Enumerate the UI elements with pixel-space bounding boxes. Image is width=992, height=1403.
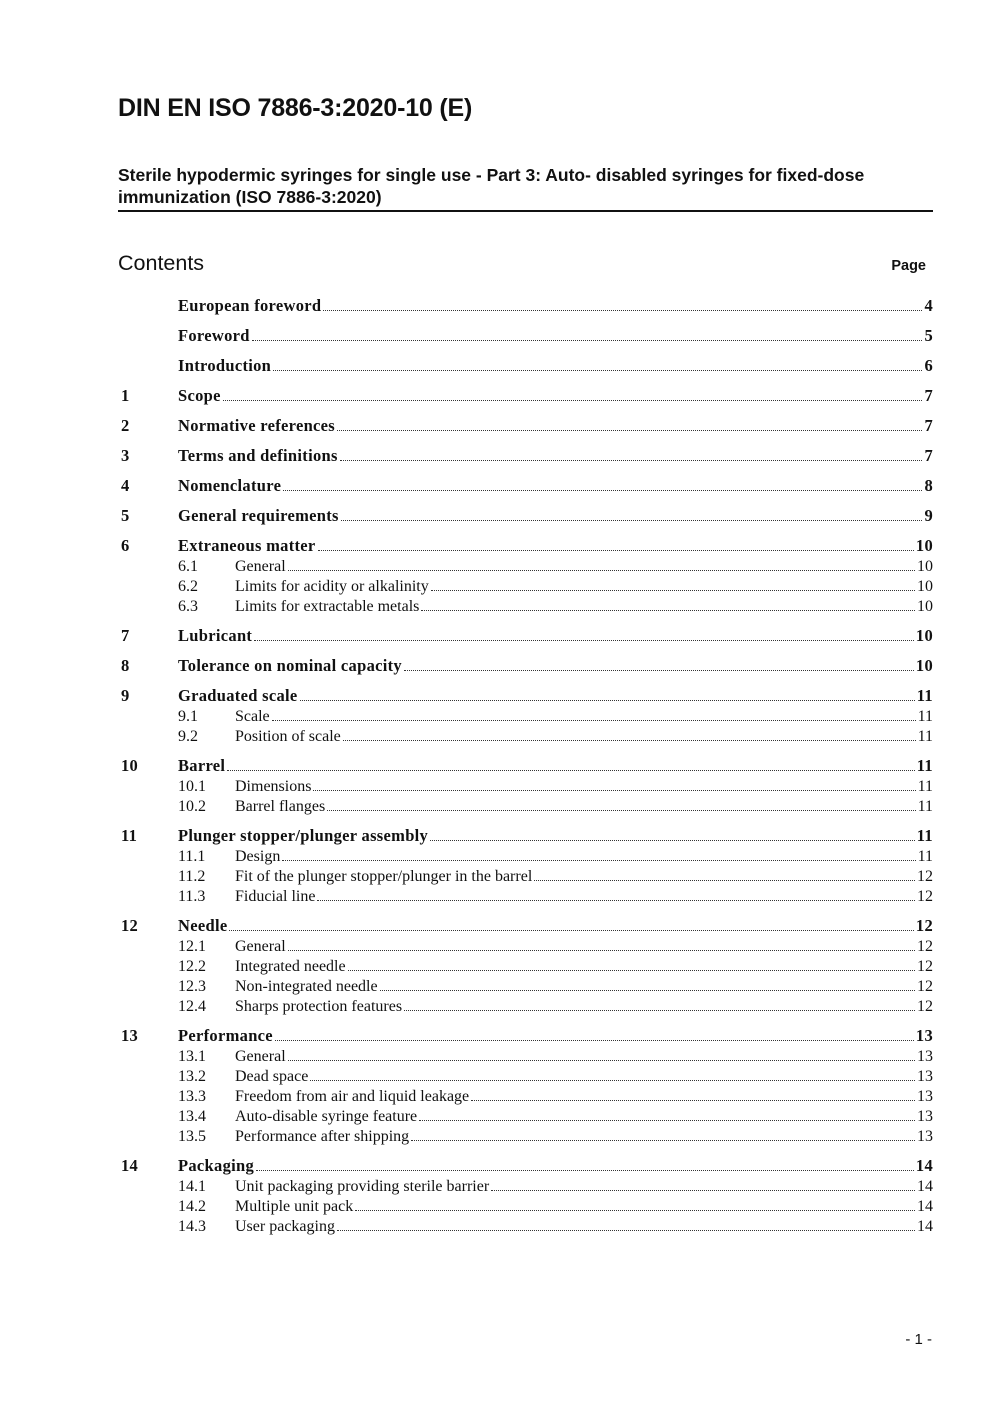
toc-entry-number: 13.2 xyxy=(178,1068,206,1085)
toc-entry-title: General requirements xyxy=(178,506,339,525)
toc-entry[interactable] xyxy=(121,386,933,406)
toc-subentry[interactable] xyxy=(121,706,933,726)
toc-entry-number: 12.4 xyxy=(178,998,206,1015)
toc-entry-number: 13 xyxy=(121,1026,139,1045)
toc-entry-page: 12 xyxy=(917,998,933,1015)
toc-entry-title: Integrated needle xyxy=(235,958,346,975)
toc-leader-dots xyxy=(256,1170,914,1171)
toc-entry[interactable] xyxy=(121,656,933,676)
toc-entry-number: 2 xyxy=(121,416,130,435)
toc-leader-dots xyxy=(288,570,915,571)
toc-entry-title: European foreword xyxy=(178,296,322,315)
toc-entry-page: 11 xyxy=(916,756,933,775)
toc-entry-page: 13 xyxy=(917,1068,933,1085)
toc-entry[interactable] xyxy=(121,916,933,936)
toc-subentry[interactable] xyxy=(121,796,933,816)
toc-subentry[interactable] xyxy=(121,866,933,886)
toc-leader-dots xyxy=(223,400,923,401)
toc-leader-dots xyxy=(534,880,915,881)
toc-entry-number: 11 xyxy=(121,826,138,845)
toc-entry-title: Performance xyxy=(178,1026,273,1045)
toc-leader-dots xyxy=(288,950,915,951)
toc-entry-title: Design xyxy=(235,848,281,865)
toc-leader-dots xyxy=(323,310,922,311)
toc-entry-page: 6 xyxy=(924,356,933,375)
toc-subentry[interactable] xyxy=(121,976,933,996)
toc-leader-dots xyxy=(288,1060,915,1061)
toc-entry-page: 10 xyxy=(917,598,933,615)
toc-leader-dots xyxy=(430,840,915,841)
toc-subentry[interactable] xyxy=(121,886,933,906)
toc-subentry[interactable] xyxy=(121,596,933,616)
toc-entry-title: Plunger stopper/plunger assembly xyxy=(178,826,429,845)
toc-entry-title: Dimensions xyxy=(235,778,312,795)
page-column-label: Page xyxy=(891,258,926,274)
toc-entry-page: 11 xyxy=(916,826,933,845)
toc-entry-number: 4 xyxy=(121,476,130,495)
toc-entry-page: 10 xyxy=(917,578,933,595)
toc-leader-dots xyxy=(404,1010,915,1011)
toc-leader-dots xyxy=(343,740,916,741)
toc-entry-page: 13 xyxy=(917,1088,933,1105)
toc-entry-page: 10 xyxy=(915,656,933,675)
toc-subentry[interactable] xyxy=(121,956,933,976)
toc-subentry[interactable] xyxy=(121,776,933,796)
toc-entry-page: 11 xyxy=(917,778,933,795)
toc-entry-number: 10.2 xyxy=(178,798,206,815)
toc-entry-title: Fit of the plunger stopper/plunger in the barrel xyxy=(235,868,533,885)
page-number: - 1 - xyxy=(905,1331,932,1348)
toc-entry-page: 10 xyxy=(915,536,933,555)
table-of-contents xyxy=(121,296,933,1236)
toc-leader-dots xyxy=(341,520,923,521)
toc-subentry[interactable] xyxy=(121,1086,933,1106)
toc-entry-page: 13 xyxy=(917,1048,933,1065)
toc-entry-title: Sharps protection features xyxy=(235,998,403,1015)
toc-subentry[interactable] xyxy=(121,556,933,576)
toc-subentry[interactable] xyxy=(121,726,933,746)
toc-leader-dots xyxy=(327,810,915,811)
toc-entry-title: Non-integrated needle xyxy=(235,978,378,995)
toc-subentry[interactable] xyxy=(121,1176,933,1196)
toc-entry-title: General xyxy=(235,938,286,955)
toc-subentry[interactable] xyxy=(121,996,933,1016)
toc-entry-number: 6.2 xyxy=(178,578,198,595)
toc-entry-title: Graduated scale xyxy=(178,686,298,705)
toc-entry[interactable] xyxy=(121,756,933,776)
toc-entry-number: 1 xyxy=(121,386,130,405)
toc-entry-number: 7 xyxy=(121,626,130,645)
toc-leader-dots xyxy=(419,1120,915,1121)
toc-leader-dots xyxy=(317,900,915,901)
toc-entry-number: 11.1 xyxy=(178,848,206,865)
toc-entry-number: 11.2 xyxy=(178,868,206,885)
toc-entry[interactable] xyxy=(121,686,933,706)
toc-entry-title: Multiple unit pack xyxy=(235,1198,354,1215)
toc-entry[interactable] xyxy=(121,536,933,556)
toc-entry[interactable] xyxy=(121,826,933,846)
toc-leader-dots xyxy=(491,1190,915,1191)
toc-entry[interactable] xyxy=(121,446,933,466)
toc-entry-title: Auto-disable syringe feature xyxy=(235,1108,418,1125)
toc-leader-dots xyxy=(355,1210,915,1211)
toc-entry-number: 14.1 xyxy=(178,1178,206,1195)
toc-entry-number: 14.2 xyxy=(178,1198,206,1215)
toc-leader-dots xyxy=(275,1040,914,1041)
toc-leader-dots xyxy=(282,860,915,861)
toc-entry-page: 12 xyxy=(917,958,933,975)
toc-entry-page: 4 xyxy=(924,296,933,315)
toc-leader-dots xyxy=(254,640,914,641)
toc-entry-page: 11 xyxy=(917,798,933,815)
toc-entry-number: 14 xyxy=(121,1156,139,1175)
toc-entry-title: Unit packaging providing sterile barrier xyxy=(235,1178,490,1195)
toc-entry-title: Barrel flanges xyxy=(235,798,326,815)
toc-subentry[interactable] xyxy=(121,1196,933,1216)
toc-entry-number: 12.3 xyxy=(178,978,206,995)
toc-subentry[interactable] xyxy=(121,936,933,956)
toc-leader-dots xyxy=(252,340,923,341)
toc-entry-title: Limits for acidity or alkalinity xyxy=(235,578,429,595)
toc-entry-page: 7 xyxy=(924,386,933,405)
toc-entry[interactable] xyxy=(121,326,933,346)
toc-entry-title: Normative references xyxy=(178,416,336,435)
toc-entry-page: 14 xyxy=(917,1218,933,1235)
toc-entry-page: 13 xyxy=(915,1026,933,1045)
toc-entry[interactable] xyxy=(121,1156,933,1176)
toc-leader-dots xyxy=(411,1140,915,1141)
toc-entry-number: 11.3 xyxy=(178,888,206,905)
toc-entry-page: 5 xyxy=(924,326,933,345)
toc-entry-number: 13.4 xyxy=(178,1108,206,1125)
contents-title: Contents xyxy=(118,251,205,275)
toc-entry-title: Lubricant xyxy=(178,626,253,645)
toc-entry-number: 5 xyxy=(121,506,130,525)
toc-entry-number: 9.1 xyxy=(178,708,198,725)
toc-entry-page: 12 xyxy=(915,916,933,935)
toc-leader-dots xyxy=(421,610,915,611)
toc-entry[interactable] xyxy=(121,1026,933,1046)
toc-entry-title: Performance after shipping xyxy=(235,1128,410,1145)
toc-leader-dots xyxy=(337,1230,915,1231)
document-id: DIN EN ISO 7886-3:2020-10 (E) xyxy=(118,94,473,122)
toc-entry-page: 11 xyxy=(917,708,933,725)
toc-subentry[interactable] xyxy=(121,1126,933,1146)
toc-leader-dots xyxy=(348,970,915,971)
toc-leader-dots xyxy=(227,770,914,771)
toc-leader-dots xyxy=(313,790,915,791)
toc-entry-number: 3 xyxy=(121,446,130,465)
toc-leader-dots xyxy=(337,430,922,431)
toc-entry-page: 11 xyxy=(917,848,933,865)
toc-entry-title: Scope xyxy=(178,386,221,405)
toc-entry-page: 9 xyxy=(924,506,933,525)
toc-entry-number: 6 xyxy=(121,536,130,555)
toc-entry-title: Packaging xyxy=(178,1156,255,1175)
toc-entry-page: 10 xyxy=(915,626,933,645)
toc-subentry[interactable] xyxy=(121,846,933,866)
toc-entry-page: 14 xyxy=(915,1156,933,1175)
toc-entry[interactable] xyxy=(121,296,933,316)
toc-leader-dots xyxy=(404,670,914,671)
toc-entry-title: Fiducial line xyxy=(235,888,316,905)
toc-subentry[interactable] xyxy=(121,1216,933,1236)
toc-entry[interactable] xyxy=(121,626,933,646)
toc-entry-page: 12 xyxy=(917,938,933,955)
toc-entry-page: 7 xyxy=(924,416,933,435)
toc-entry-number: 13.1 xyxy=(178,1048,206,1065)
toc-entry-page: 10 xyxy=(917,558,933,575)
toc-entry-number: 12 xyxy=(121,916,139,935)
document-subtitle: Sterile hypodermic syringes for single use - Part 3: Auto- disabled syringes for fixed-dose immunization (ISO 7886-3:2020) xyxy=(118,164,933,212)
toc-entry-title: User packaging xyxy=(235,1218,335,1235)
toc-entry-title: Scale xyxy=(235,708,270,725)
toc-entry[interactable] xyxy=(121,416,933,436)
toc-entry-title: Terms and definitions xyxy=(178,446,338,465)
toc-entry-page: 14 xyxy=(917,1198,933,1215)
toc-entry-title: Nomenclature xyxy=(178,476,282,495)
toc-entry-number: 9.2 xyxy=(178,728,198,745)
toc-entry-number: 8 xyxy=(121,656,130,675)
toc-entry-title: Position of scale xyxy=(235,728,341,745)
toc-entry[interactable] xyxy=(121,356,933,376)
toc-entry-number: 10 xyxy=(121,756,139,775)
toc-entry-number: 14.3 xyxy=(178,1218,206,1235)
toc-entry-page: 11 xyxy=(917,728,933,745)
toc-entry-page: 8 xyxy=(924,476,933,495)
toc-entry-number: 10.1 xyxy=(178,778,206,795)
toc-leader-dots xyxy=(380,990,915,991)
toc-entry-number: 13.5 xyxy=(178,1128,206,1145)
toc-entry[interactable] xyxy=(121,476,933,496)
toc-leader-dots xyxy=(340,460,923,461)
toc-entry-title: Tolerance on nominal capacity xyxy=(178,656,402,675)
toc-entry[interactable] xyxy=(121,506,933,526)
toc-entry-number: 6.3 xyxy=(178,598,198,615)
toc-entry-page: 12 xyxy=(917,888,933,905)
toc-entry-title: Introduction xyxy=(178,356,272,375)
toc-leader-dots xyxy=(300,700,915,701)
toc-entry-number: 9 xyxy=(121,686,130,705)
toc-entry-number: 13.3 xyxy=(178,1088,206,1105)
toc-entry-number: 12.2 xyxy=(178,958,206,975)
toc-entry-title: Dead space xyxy=(235,1068,309,1085)
toc-entry-number: 6.1 xyxy=(178,558,198,575)
toc-leader-dots xyxy=(272,720,916,721)
toc-entry-title: Limits for extractable metals xyxy=(235,598,420,615)
toc-entry-page: 7 xyxy=(924,446,933,465)
toc-entry-number: 12.1 xyxy=(178,938,206,955)
toc-subentry[interactable] xyxy=(121,1106,933,1126)
toc-entry-page: 13 xyxy=(917,1108,933,1125)
toc-leader-dots xyxy=(310,1080,915,1081)
toc-entry-page: 11 xyxy=(916,686,933,705)
toc-entry-title: Foreword xyxy=(178,326,250,345)
toc-entry-title: Freedom from air and liquid leakage xyxy=(235,1088,470,1105)
toc-leader-dots xyxy=(229,930,913,931)
toc-subentry[interactable] xyxy=(121,1046,933,1066)
toc-entry-title: General xyxy=(235,558,286,575)
toc-leader-dots xyxy=(283,490,922,491)
toc-entry-page: 13 xyxy=(917,1128,933,1145)
toc-entry-page: 12 xyxy=(917,868,933,885)
toc-entry-title: Extraneous matter xyxy=(178,536,316,555)
toc-subentry[interactable] xyxy=(121,1066,933,1086)
toc-subentry[interactable] xyxy=(121,576,933,596)
toc-entry-page: 12 xyxy=(917,978,933,995)
toc-leader-dots xyxy=(318,550,914,551)
toc-entry-title: Barrel xyxy=(178,756,226,775)
toc-leader-dots xyxy=(273,370,922,371)
toc-leader-dots xyxy=(471,1100,915,1101)
toc-entry-title: Needle xyxy=(178,916,228,935)
toc-entry-title: General xyxy=(235,1048,286,1065)
toc-entry-page: 14 xyxy=(917,1178,933,1195)
toc-leader-dots xyxy=(431,590,915,591)
